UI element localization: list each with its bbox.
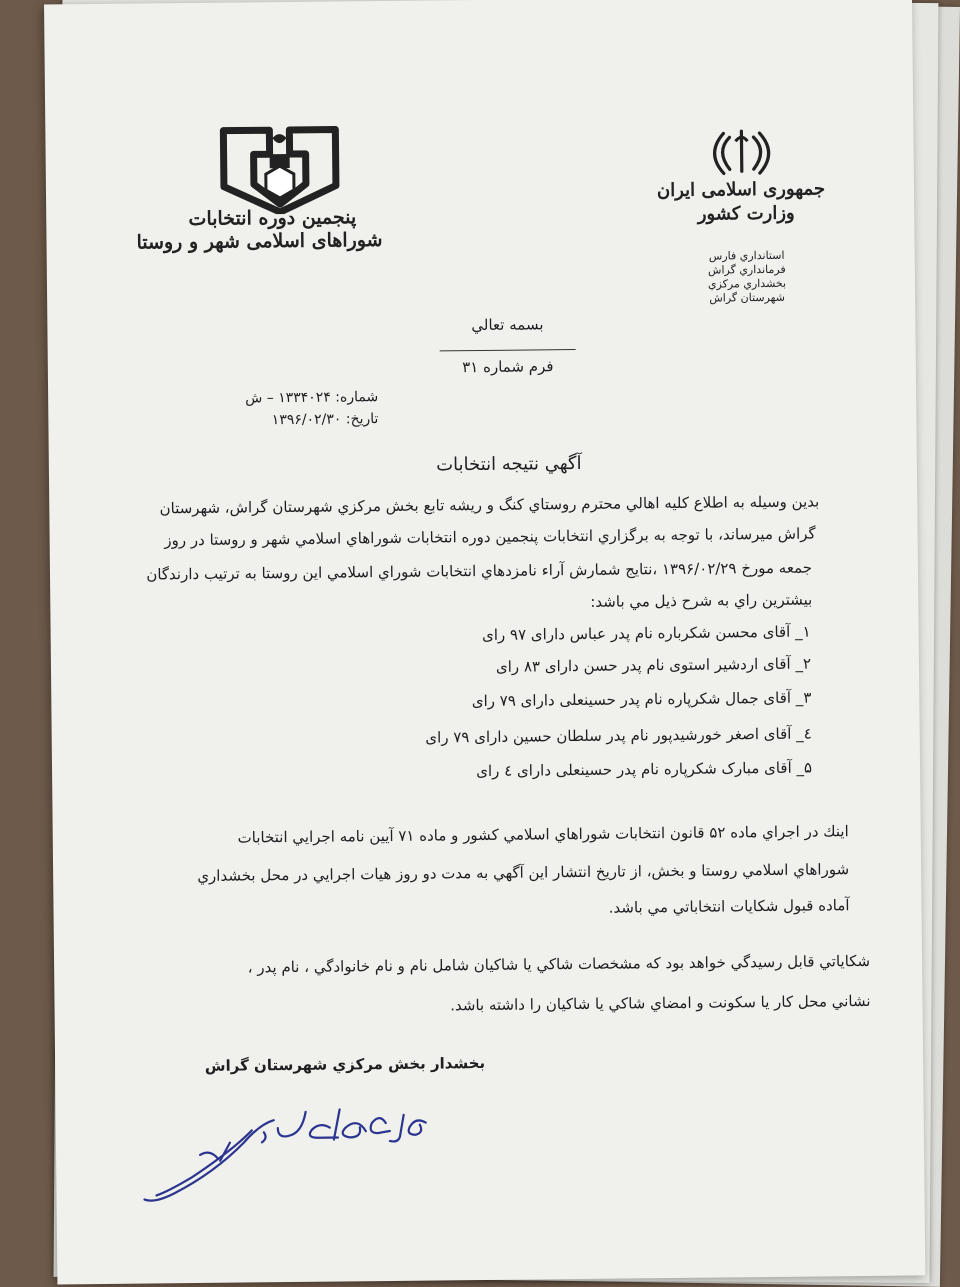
complaint-line-1: شكاياتي قابل رسيدگي خواهد بود كه مشخصات شاكي يا شاكيان شامل نام و نام خانوادگي ، نام پدر ، [247,951,871,977]
reference-number [188,389,378,407]
intro-line-1: بدين وسيله به اطلاع كليه اهالي محترم روستاي كنگ و ريشه تابع بخش مركزي شهرستان گراش، شهرستان [159,492,820,518]
signatory-title: بخشدار بخش مركزي شهرستان گراش [204,1053,486,1075]
reference-date [188,411,378,429]
office-line-3: بخشداري مركزي [707,276,787,291]
number-label: شماره: [335,389,379,406]
heading-divider [440,349,576,351]
complaint-line-2: نشاني محل كار يا سكونت و امضاي شاكي يا شاكيان را داشته باشد. [450,991,871,1015]
candidate-item: ۱_ آقای محسن شکرباره نام پدر عباس دارای ۹۷ رای [481,622,811,644]
emblem-line-1: پنجمین دوره انتخابات [188,206,357,231]
candidate-item: ۵_ آقای مبارک شکرپاره نام پدر حسینعلی دارای ٤ رای [476,758,813,781]
notice-title: آگهي نتيجه انتخابات [436,452,582,476]
election-emblem-icon [217,123,342,214]
law-line-2: شوراهاي اسلامي روستا و بخش، از تاريخ انتشار اين آگهي به مدت دو روز هيات اجرايي در محل بخشداري [197,860,850,885]
ministry-name: وزارت کشور [697,202,795,225]
number-value: ۱۳۳۴۰۲۴ – ش [245,389,331,407]
emblem-line-2: شوراهای اسلامی شهر و روستا [136,229,383,254]
law-line-1: اينك در اجراي ماده ۵۲ قانون انتخابات شوراهاي اسلامي كشور و ماده ۷۱ آيين نامه اجرايي انتخابات [237,822,849,847]
handwritten-signature [134,1101,435,1214]
republic-name: جمهوری اسلامی ایران [656,178,826,202]
intro-line-3: جمعه مورخ ۱۳۹۶/۰۲/۲۹ ،نتايج شمارش آراء نامزدهاي انتخابات شوراي اسلامي اين روستا به ترتيب دارندگان [146,558,813,584]
bismillah-heading: بسمه تعالي [471,315,544,335]
form-number: فرم شماره ۳۱ [462,357,554,377]
intro-line-4: بيشترين راي به شرح ذيل مي باشد: [590,590,813,611]
national-emblem-icon [709,127,774,178]
law-line-3: آماده قبول شكايات انتخاباتي مي باشد. [608,896,850,917]
candidate-item: ٤_ آقای اصغر خورشیدپور نام پدر سلطان حسین دارای ۷۹ رای [425,724,812,747]
intro-line-2: گراش ميرساند، با توجه به برگزاري انتخابات پنجمين دوره انتخابات شوراهاي اسلامي شهر و روستا در روز [164,524,816,550]
document-page [44,0,925,1284]
office-line-2: فرمانداري گراش [707,262,786,277]
date-label: تاريخ: [345,411,379,428]
office-line-1: استانداري فارس [708,248,785,263]
candidate-item: ۲_ آقای اردشیر استوی نام پدر حسن دارای ۸۳ رای [495,654,812,676]
candidate-item: ۳_ آقای جمال شکرپاره نام پدر حسینعلی دارای ۷۹ رای [471,688,812,711]
date-value: ۱۳۹۶/۰۲/۳۰ [271,411,342,429]
office-line-4: شهرستان گراش [709,290,785,305]
